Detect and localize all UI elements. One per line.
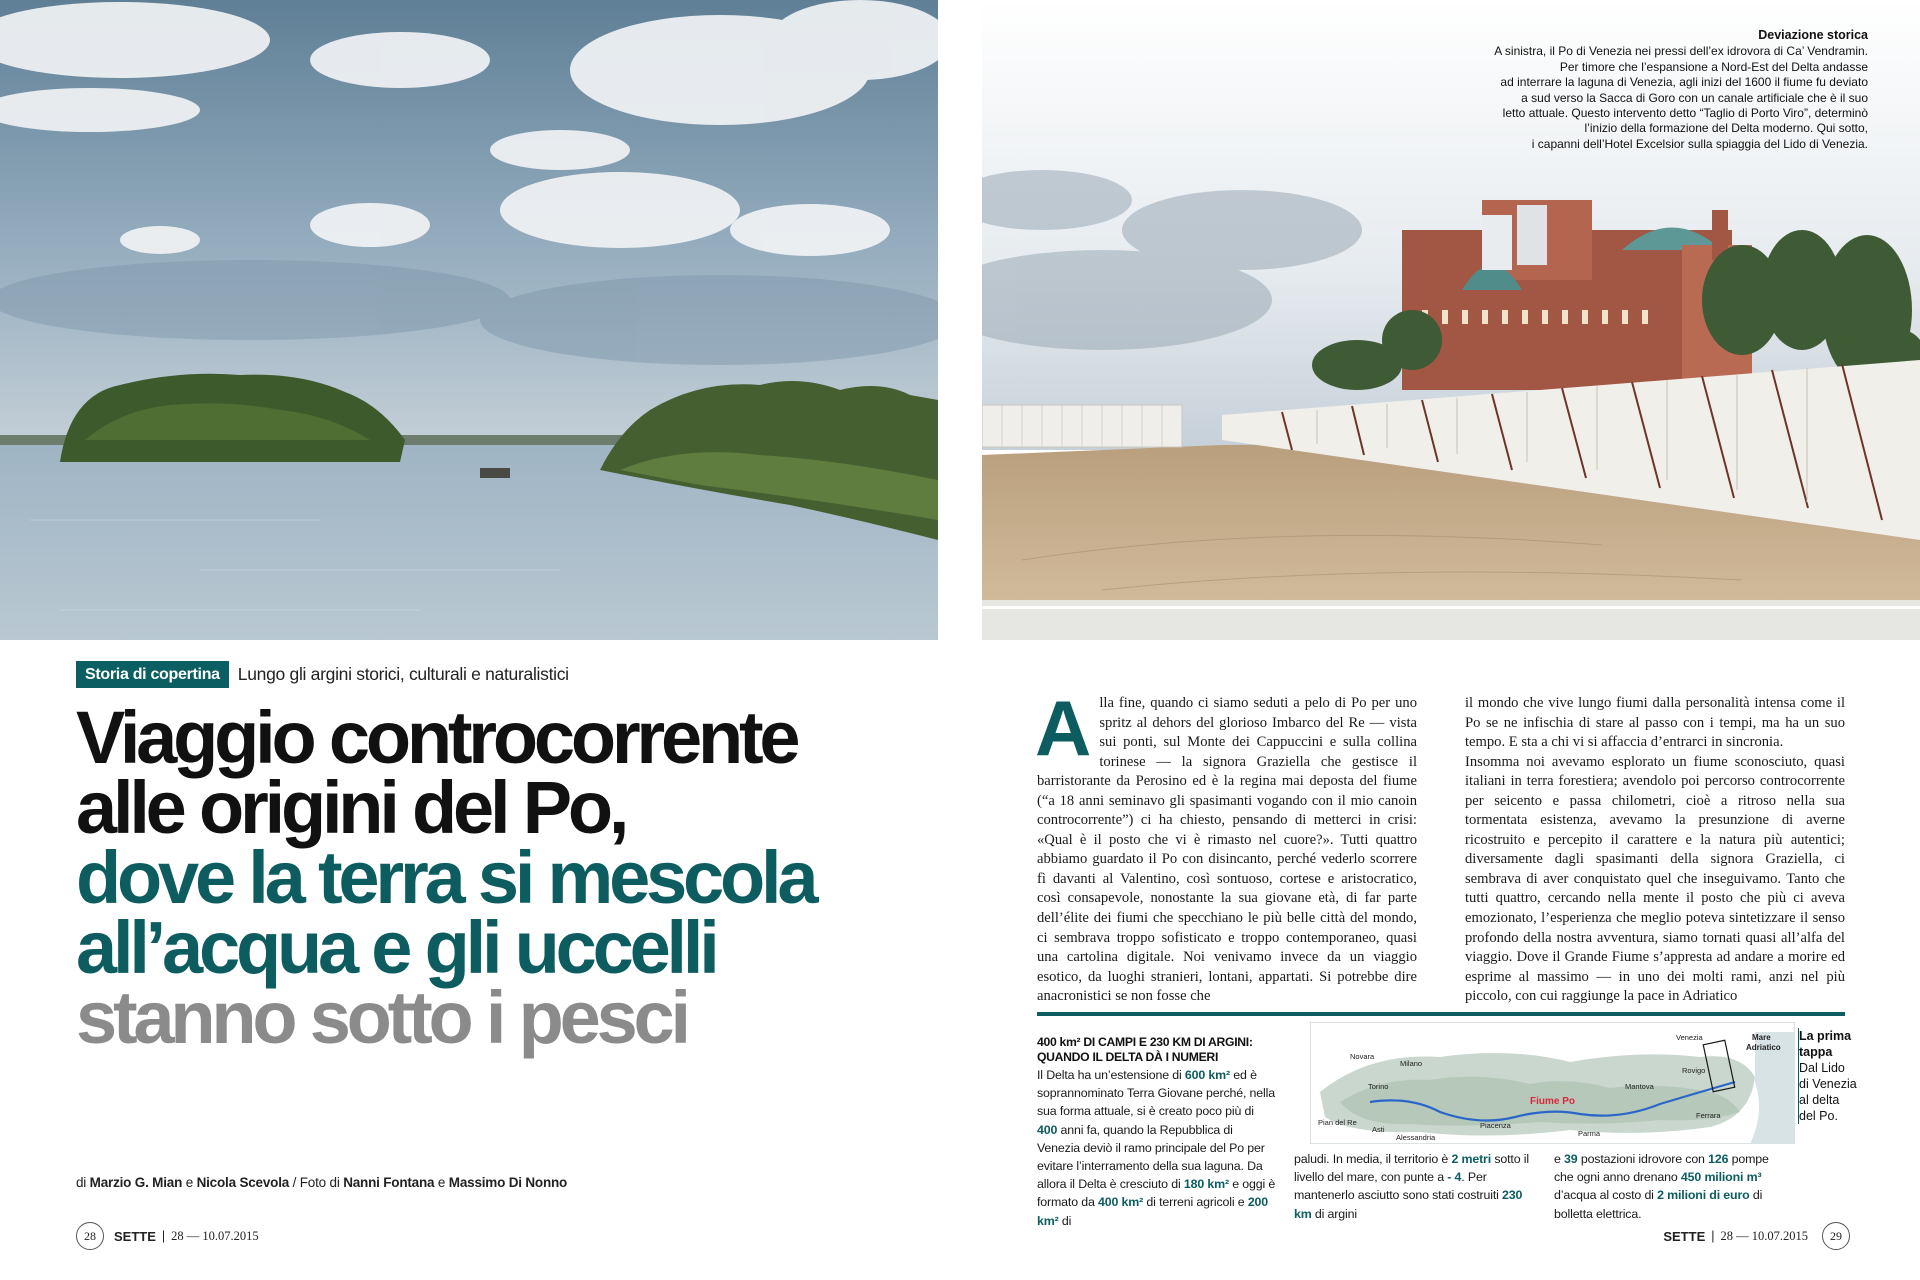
infobox-title-line: QUANDO IL DELTA DÀ I NUMERI [1037, 1050, 1219, 1064]
page-number: 29 [1822, 1222, 1850, 1250]
headline-line-4: all’acqua e gli uccelli [76, 906, 716, 989]
caption-line: l’inizio della formazione del Delta moderno. Qui sotto, [1584, 121, 1868, 136]
byline-photographer: Massimo Di Nonno [448, 1175, 568, 1190]
infobox-figure: 200 km² [1037, 1195, 1269, 1228]
byline-photographer: Nanni Fontana [343, 1175, 435, 1190]
map-caption-line: di Venezia [1799, 1077, 1857, 1091]
article-column-2 [1465, 694, 1845, 1007]
headline-line-2: alle origini del Po, [76, 766, 626, 849]
map-caption [1798, 1028, 1868, 1124]
issue-date: 28 — 10.07.2015 [1720, 1228, 1808, 1243]
map-caption-line: del Po. [1799, 1109, 1838, 1123]
infobox-text: . Per mantenerlo asciutto sono stati costruiti [1294, 1170, 1503, 1203]
infobox-figure: 180 km² [1183, 1177, 1229, 1192]
map-city-label: Rovigo [1682, 1066, 1706, 1075]
map-caption-title: tappa [1799, 1045, 1833, 1059]
infobox-figure: 39 [1564, 1152, 1578, 1166]
folio-separator: | [161, 1229, 166, 1243]
infobox-text: paludi. In media, il territorio è [1294, 1152, 1452, 1166]
sea-label: Mare [1752, 1033, 1771, 1042]
infobox-text-col-2 [1294, 1150, 1530, 1223]
infobox-text-col-3 [1554, 1150, 1790, 1223]
caption-line: i capanni dell’Hotel Excelsior sulla spiaggia del Lido di Venezia. [1531, 136, 1868, 151]
page-number: 28 [76, 1222, 104, 1250]
article-paragraph: Insomma noi avevamo esplorato un fiume sconosciuto, quasi italiani in terra forestiera; avendolo poi percorso controcorrente per seicento e passa chilometri, cioè a ritroso nella sua tormentata esistenza, avevamo la presunzione di averne ricostruito e percepito il carattere e la natura più autentici; diversamente dagli spasimanti della signora Graziella, ci sembrava di aver conquistato quel che inseguivamo. Tanto che tutti quattro, cercando nella mente il posto che più ci aveva emozionato, l’esperienza che meglio poteva sintetizzare il senso profondo della nostra avventura, siamo tornati quasi all’alfa del viaggio. Dove il Grande Fiume s’appresta ad andare a morire ed esprime al massimo — in uno dei molti rami, anzi nel più piccolo, con cui raggiunge la pace in Adriatico [1465, 753, 1845, 1005]
map-caption-line: Dal Lido [1799, 1061, 1845, 1075]
river-photo-graphic [0, 0, 938, 640]
infobox-text: d’acqua al costo di [1554, 1188, 1658, 1203]
infobox-figure: 400 km² [1098, 1195, 1144, 1210]
headline [76, 696, 936, 1059]
map-city-label: Venezia [1676, 1033, 1703, 1042]
infobox-text: anni fa, quando la Repubblica di Venezia deviò il ramo principale del Po per evitare l’interramento della sua laguna. Da allora il Delta è cresciuto di [1037, 1122, 1265, 1192]
drop-cap: A [1035, 684, 1092, 772]
section-subtitle: Lungo gli argini storici, culturali e naturalistici [237, 664, 569, 684]
infobox-figure: 450 milioni m³ [1680, 1170, 1762, 1185]
infobox-text: di terreni agricoli e [1143, 1195, 1248, 1210]
infobox-figure: 600 km² [1184, 1068, 1230, 1082]
infobox-figure: 230 km [1294, 1188, 1523, 1221]
byline-author: Nicola Scevola [196, 1175, 290, 1190]
infobox-figure: 400 [1037, 1122, 1058, 1137]
map-city-label: Milano [1400, 1059, 1423, 1068]
map-caption-line: al delta [1799, 1093, 1840, 1107]
map-city-label: Torino [1368, 1082, 1389, 1091]
infobox-text: di bolletta elettrica. [1554, 1188, 1763, 1221]
infobox-text-cols [1294, 1150, 1814, 1223]
headline-line-3: dove la terra si mescola [76, 836, 815, 919]
byline-and: e [437, 1175, 446, 1190]
map-city-label: Mantova [1625, 1082, 1654, 1091]
infobox-title [1037, 1035, 1282, 1065]
infobox-text-col-1 [1037, 1066, 1277, 1230]
infobox-text: postazioni idrovore con [1577, 1152, 1709, 1166]
infobox-text: e [1554, 1152, 1565, 1166]
magazine-name: SETTE [114, 1228, 156, 1244]
map-city-label: Parma [1578, 1129, 1601, 1138]
caption-line: a sud verso la Sacca di Goro con un canale artificiale che è il suo [1521, 90, 1868, 105]
infobox-figure: 126 [1708, 1152, 1729, 1166]
infobox-figure: 2 milioni di euro [1657, 1188, 1750, 1203]
magazine-name: SETTE [1663, 1228, 1706, 1244]
infobox-rule [1037, 1012, 1845, 1016]
infobox-text: pompe che ogni anno drenano [1554, 1152, 1769, 1185]
map-city-label: Pian del Re [1318, 1118, 1357, 1127]
map-city-label: Novara [1350, 1052, 1375, 1061]
article-paragraph: il mondo che vive lungo fiumi dalla personalità intensa come il Po se ne infischia di stare al passo con i tempi, ma ha un suo tempo. E sta a chi vi si affaccia d’entrarci in sincronia. [1465, 695, 1845, 751]
infobox-text: e oggi è formato da [1037, 1177, 1276, 1210]
po-river-map [1310, 1022, 1795, 1144]
infobox-text: ed è soprannominato Terra Giovane perché, nella sua forma attuale, si è creato poco più di [1037, 1068, 1275, 1119]
kicker [76, 661, 569, 688]
caption-line: ad interrare la laguna di Venezia, agli inizi del 1600 il fiume fu deviato [1500, 75, 1868, 90]
map-city-label: Ferrara [1696, 1111, 1721, 1120]
caption-line: letto attuale. Questo intervento detto “Taglio di Porto Viro”, determinò [1502, 106, 1868, 121]
folio-right [1663, 1222, 1850, 1250]
byline-di: di [76, 1175, 87, 1190]
folio-left [76, 1222, 259, 1250]
byline [76, 1175, 567, 1190]
headline-line-5: stanno sotto i pesci [76, 976, 687, 1059]
photo-beach-cabanas [982, 0, 1920, 640]
caption-title: Deviazione storica [1758, 28, 1868, 42]
article-column-1 [1035, 684, 1417, 1007]
map-city-label: Asti [1372, 1125, 1385, 1134]
caption-line: A sinistra, il Po di Venezia nei pressi dell’ex idrovora di Ca’ Vendramin. [1494, 44, 1868, 59]
map-caption-title: La prima [1799, 1029, 1852, 1043]
section-tag: Storia di copertina [76, 661, 229, 688]
infobox-figure: - 4 [1447, 1170, 1462, 1185]
byline-author: Marzio G. Mian [89, 1175, 183, 1190]
byline-and: e [185, 1175, 194, 1190]
sea-label: Adriatico [1746, 1043, 1781, 1052]
byline-photo-label: / Foto di [292, 1175, 340, 1190]
infobox-text: di argini [1311, 1206, 1357, 1221]
issue-date: 28 — 10.07.2015 [171, 1228, 259, 1243]
folio-separator: | [1711, 1229, 1715, 1243]
infobox-text: sotto il livello del mare, con punte a [1294, 1152, 1529, 1185]
river-label: Fiume Po [1530, 1096, 1576, 1107]
photo-river-landscape [0, 0, 938, 640]
caption-line: Per timore che l’espansione a Nord-Est del Delta andasse [1559, 59, 1868, 74]
map-city-label: Piacenza [1480, 1121, 1511, 1130]
infobox-title-line: 400 km² DI CAMPI E 230 KM DI ARGINI: [1037, 1035, 1253, 1049]
infobox-text: di [1058, 1213, 1072, 1228]
photo-caption [1448, 28, 1868, 152]
headline-line-1: Viaggio controcorrente [76, 696, 797, 779]
infobox-figure: 2 metri [1451, 1152, 1492, 1166]
article-paragraph: lla fine, quando ci siamo seduti a pelo di Po per uno spritz al dehors del glorioso Imbarco del Re — vista sui ponti, sul Monte dei Cappuccini e sulla collina torinese — la signora Graziella che gestisce il barristorante da Perosino ed è la regina mai deposta del fiume (“a 18 anni seminavo gli spasimanti vogando con il mio canoin controcorrente”) ci ha chiesto, pensando di metterci in crisi: «Qual è il posto che vi è rimasto nel cuore?». Tutti quattro abbiamo guardato il Po con disincanto, perché vederlo scorrere fì davanti al Valentino, così sontuoso, cortese e aristocratico, così consapevole, nonostante la sua giovane età, di far parte dell’élite dei fiumi che specchiano le più belle città del mondo, ci sembrava troppo sofisticato e troppo contemporaneo, quasi una cartolina digitale. Noi venivamo invece da un viaggio esotico, da luoghi stranieri, lontani, appartati. Si potrebbe dire anacronistici se non fosse che [1037, 695, 1417, 1005]
infobox-text: Il Delta ha un’estensione di [1037, 1068, 1185, 1082]
map-city-label: Alessandria [1396, 1133, 1436, 1142]
